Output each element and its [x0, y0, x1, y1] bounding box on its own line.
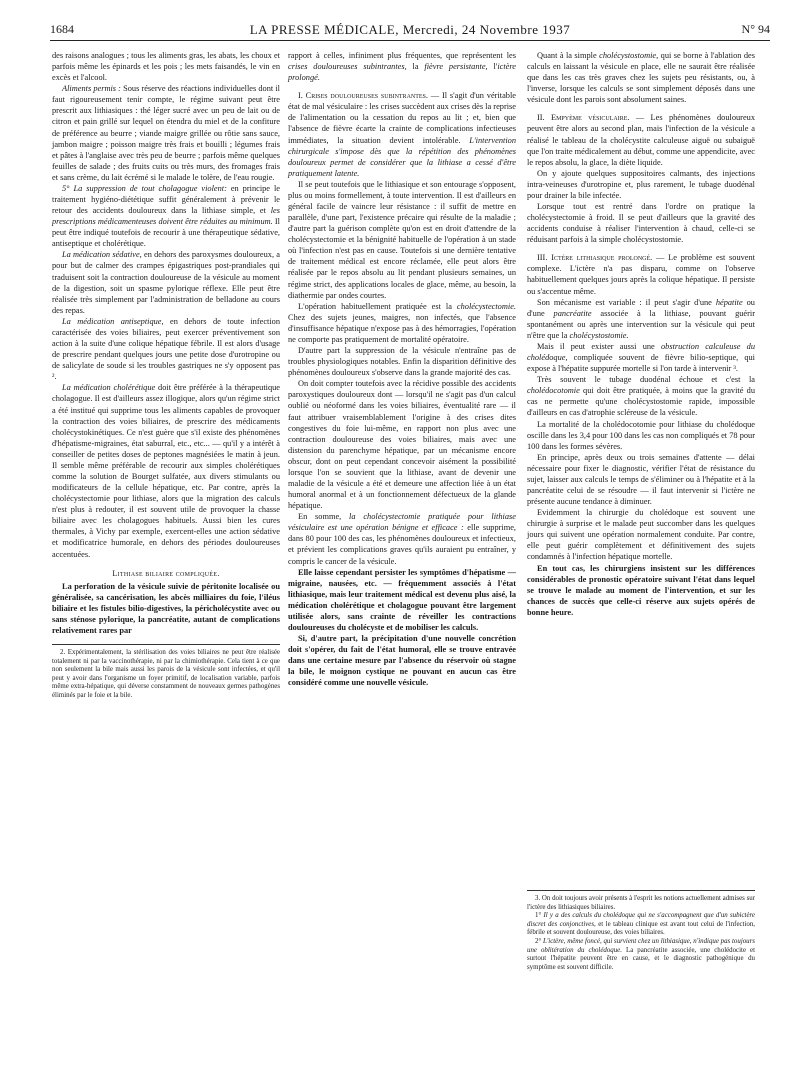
column-2 [288, 50, 516, 688]
paragraph [52, 83, 280, 183]
paragraph: Lorsque tout est rentré dans l'ordre on pratique la cholécystectomie à froid. Il se peut d'ailleurs que la gravité des accidents conduise à réaliser l'intervention à chaud, celle-ci se réduisant parfois à la simple cholécystostomie. [527, 202, 755, 245]
body-text: ou d'une [527, 297, 755, 318]
body-text: Chez des sujets jeunes, maigres, non infectés, que l'absence d'insuffisance hépatique n'expose pas à des hémorragies, l'opération ne comporte pas pratiquement de mortalité opératoire. [288, 312, 516, 344]
paragraph [527, 50, 755, 105]
emphasis-text: cholécystectomie. [456, 301, 516, 311]
body-text: qui doit être pratiquée, à moins que la gravité du cas ne permette qu'une cholécystostomie rapide, impossible d'ailleurs en cas d'atrophie scléreuse de la vésicule. [527, 386, 755, 418]
paragraph [52, 249, 280, 315]
lead-text: La médication sédative, [62, 250, 142, 260]
body-text: compliquée souvent de fièvre bilio-septique, qui expose à l'hépatite suppurée mortelle si l'on tarde à intervenir ³. [527, 353, 755, 374]
body-text: la [406, 62, 425, 72]
body-text: Quant à la simple [537, 51, 600, 60]
paragraph [288, 90, 516, 179]
body-text: qui se borne à l'ablation des calculs en laissant la vésicule en place, elle ne saurait être réalisée que dans les cas très graves chez les sujets peu résistants, ou, à l'inverse, lorsque les calculs se sont simplement déposés dans une vésicule dont les parois sont absolument saines. [527, 51, 755, 105]
paragraph: Il se peut toutefois que le lithiasique et son entourage s'opposent, plus ou moins formellement, à toute intervention. Il est d'ailleurs en général facile de vaincre leur résistance : il suffit de mettre en parallèle, d'une part, l'existence précaire qui résulte de la maladie ; d'autre part la guérison complète qu'on est en droit d'attendre de la cholécystectomie et la bénignité habituelle de l'opération à un stade où l'infection n'est pas en cause. Toutefois si une dernière tentative de traitement médical est encore réclamée, elle peut alors être réalisée par le repos absolu au lit pendant plusieurs semaines, un régime strict, des applications locales de glace, même, au besoin, la diathermie par ondes courtes. [288, 179, 516, 300]
emphasis-text: ictère prolongé. [288, 62, 516, 83]
footnote [52, 649, 280, 701]
body-text: Très souvent le tubage duodénal échoue et c'est la [537, 375, 755, 385]
section-heading: III. Ictère lithiasique prolongé. [537, 253, 653, 263]
emphasis-text: L'ictère, même foncé, qui survient chez un lithiasique, n'indique pas toujours une oblitération du cholédoque. [527, 937, 755, 954]
page-header [50, 22, 770, 41]
paragraph: En tout cas, les chirurgiens insistent sur les différences considérables de pronostic opératoire suivant l'état dans lequel se trouve le malade au moment de l'intervention, et sur les chances de succès que celle-ci réserve aux sujets opérés de bonne heure. [527, 563, 755, 617]
paragraph: Si, d'autre part, la précipitation d'une nouvelle concrétion doit s'opérer, du fait de l'état humoral, elle se trouve entravée dans une certaine mesure par l'absence du réservoir où stagne la bile, le moignon cystique ne pouvant en aucun cas être considéré comme une nouvelle vésicule. [288, 634, 516, 688]
emphasis-text: fièvre persistante, [424, 62, 488, 72]
section-heading: II. Empyème vésiculaire. [537, 113, 630, 123]
section-heading: Lithiase biliaire compliquée. [112, 568, 220, 578]
emphasis-text: hépatite [715, 297, 743, 307]
lead-text: La médication cholérétique [62, 383, 156, 393]
emphasis-text: cholécystostomie. [569, 330, 629, 340]
body-text: et le tableau clinique est avant tout celui de l'infection, fébrile et souvent douloureuse, des voies biliaires. [527, 920, 755, 937]
body-text: en dehors de toute infection caractérisée des voies biliaires, peut exercer préventivement son action à la suite d'une colique hépatique fébrile. Il est alors d'usage de prescrire pendant quelques jours une petite dose d'urotropine ou de salicylate de soude si les troubles gastriques ne s'y opposent pas ². [52, 316, 280, 382]
paragraph: des raisons analogues ; tous les aliments gras, les abats, les choux et parfois même les épinards et les pois ; les mets faisandés, le vin en excès et l'alcool. [52, 51, 280, 83]
emphasis-text: pancréatite [553, 308, 592, 318]
paragraph [288, 511, 516, 566]
paragraph: En principe, après deux ou trois semaines d'attente — délai nécessaire pour fixer le diagnostic, vérifier l'état de résistance du sujet, laisser aux calculs le temps de s'éliminer ou à l'hépatite et à la pancréatite celui de se résoudre — il faut intervenir si l'ictère ne présente aucune tendance à diminuer. [527, 452, 755, 507]
emphasis-text: obstruction calculeuse du cholédoque, [527, 341, 755, 363]
footnote-rule [52, 644, 280, 645]
footnote-text: 2. Expérimentalement, la stérilisation des voies biliaires ne peut être réalisée totalement ni par la vaccinothérapie, ni par la chimiothérapie. Cela tient à ce que non seulement la bile mais aussi les parois de la vésicule sont infectées, et qu'il peut y avoir dans l'organisme un foyer primitif, de localisation variable, parfois même extra-hépatique, qui déverse constamment de nouveaux germes pathogènes éliminés par le foie et la bile. [52, 649, 280, 700]
paragraph [288, 301, 516, 345]
body-text: Il peut être indiqué toutefois de recourir à une thérapeutique sédative, antiseptique et cholérétique. [52, 217, 281, 249]
emphasis-text: cholédocotomie [527, 386, 580, 396]
paragraph: D'autre part la suppression de la vésicule n'entraîne pas de troubles physiologiques notables. Enfin la disparition définitive des phénomènes douloureux s'observe dans la grande majorité des cas. [288, 346, 516, 378]
body-text: La pancréatite associée, une cholédocite et surtout l'hépatite peuvent être en cause, et le diagnostic pathogénique du symptôme est souvent difficile. [527, 946, 756, 971]
paragraph [52, 316, 280, 382]
body-text: — Il s'agit d'un véritable état de mal vésiculaire : les crises succèdent aux crises dès la reprise de l'alimentation ou la cessation du repos au lit ; et, bien que l'absence de fièvre écarte la crainte de complications infectieuses immédiates, la situation devient intolérable. [288, 91, 516, 145]
paragraph [288, 50, 516, 83]
footnote-number: 2° [535, 937, 543, 945]
lead-text: La médication antiseptique, [62, 316, 164, 326]
section-heading: I. Crises douloureuses subintrantes. [298, 91, 428, 101]
footnote-number: 1° [535, 912, 544, 920]
footnote-3 [527, 890, 755, 972]
emphasis-text: la cholécystectomie pratiquée pour lithiase vésiculaire est une opération bénigne et efficace : [288, 512, 516, 533]
body-text: doit être préférée à la thérapeutique cholagogue. Il est d'ailleurs assez illogique, alors qu'un régime strict a été institué qui supprime tous les aliments capables de provoquer la contraction des voies biliaires, de prescrire des médicaments cholécystokinétiques. Ce n'est guère que s'il existe des phénomènes d'hépatisme-migraines, état saburral, etc., etc... — qu'il y a intérêt à conseiller de petites doses de peptones magnésiées le matin à jeun. Il semble même préférable de recourir aux simples cholérétiques comme la solution de Bourget sulfatée, aux divers stimulants ou modificateurs de la cellule hépatique, etc. Par contre, après la cholécystectomie pour lithiase, alors que la migration des calculs n'est plus à redouter, il est souvent utile de provoquer la chasse biliaire avec les cholagogues habituels. Aussi bien les cures thermales, à Vichy par exemple, exercent-elles une action sédative et modificatrice humorale, en dehors des périodes douloureuses accentuées. [52, 383, 281, 559]
page-number: 1684 [50, 22, 74, 36]
paragraph: La mortalité de la cholédocotomie pour lithiase du cholédoque oscille dans les 3,4 pour 100 dans les cas non compliqués et 78 pour 100 dans les formes sévères. [527, 419, 755, 451]
footnote-text [527, 912, 755, 938]
paragraph [52, 382, 280, 559]
emphasis-text: Il y a des calculs du cholédoque qui ne s'accompagnent que d'un subictère discret des conjonctives, [527, 912, 755, 928]
paragraph: Evidemment la chirurgie du cholédoque est souvent une chirurgie à surprise et le malade peut succomber dans les quelques jours qui suivent une opération normalement conduite. Par contre, elle peut guérir complètement et définitivement des sujets condamnés à l'infection hépatique mortelle. [527, 508, 755, 562]
body-text: — Le problème est souvent complexe. L'ictère n'a pas disparu, comme on l'observe habituellement quelques jours après la colique hépatique. Il persiste ou s'accentue même. [527, 253, 756, 296]
body-text: L'opération habituellement pratiquée est la [298, 301, 457, 311]
column-1 [52, 50, 280, 701]
body-text: l' [487, 62, 498, 72]
body-text: Mais il peut exister aussi une [537, 341, 661, 351]
body-text: elle supprime, dans 80 pour 100 des cas, les phénomènes douloureux et infectieux, et prévient les complications graves qu'ils auraient pu entraîner, y compris le cancer de la vésicule. [288, 523, 517, 566]
paragraph [527, 112, 755, 167]
paragraph [527, 297, 755, 341]
body-text: rapport à celles, infiniment plus fréquentes, que représentent les [288, 51, 516, 60]
emphasis-text: crises douloureuses subintrantes, [288, 62, 407, 72]
paragraph: On doit compter toutefois avec la récidive possible des accidents paroxystiques douloureux dont — lorsqu'il ne s'agit pas d'un calcul oublié ou néoformé dans les voies biliaires, éventualité rare — il faut attribuer vraisemblablement l'origine à des crises dites congestives du foie lui-même, en rapport non plus avec une contraction douloureuse des voies biliaires, mais avec une distension du parenchyme hépatique, par un mécanisme encore obscur, dont on peut cependant concevoir aisément la possibilité lorsque l'on se souvient que la lithiase, avant de devenir une maladie de la vésicule a été et demeure une affection liée à un état humoral anormal et à un fonctionnement défectueux de la glande hépatique. [288, 379, 516, 511]
emphasis-text: cholécystostomie, [599, 51, 659, 60]
paragraph: Elle laisse cependant persister les symptômes d'hépatisme — migraine, nausées, etc. — fréquemment associés à l'état lithiasique, mais leur traitement médical est devenu plus aisé, la médication cholérétique et cholagogue pouvant être largement utilisée alors, sans crainte de réveiller les contractions douloureuses du cholécyste et de mobiliser les calculs. [288, 567, 516, 632]
body-text: Sous réserve des réactions individuelles dont il faut rigoureusement tenir compte, le régime suivant peut être prescrit aux lithiasiques : thé léger sucré avec un peu de lait ou de citron et pain grillé sur lequel on étendra du miel et de la confiture de préférence au beurre ; viande maigre grillée ou rôtie sans sauce, jambon maigre ; poisson maigre très frais et bouilli ; légumes frais et pâtes à l'anglaise avec très peu de beurre ; parfois même quelques feuilles de salade ; des fruits cuits ou très murs, des fromages frais et sans crème, du lait écrémé si le malade le tolère, de l'eau rougie. [52, 84, 280, 182]
body-text: associée à la lithiase, pouvant guérir spontanément ou après une intervention sur la vésicule qui peut n'être que la [527, 308, 755, 340]
body-text: en principe le traitement hygiéno-diététique suffit généralement à prévenir le retour des accidents douloureux dans la lithiase simple, et [52, 183, 280, 216]
paragraph: La perforation de la vésicule suivie de péritonite localisée ou généralisée, sa cancérisation, les abcès milliaires du foie, l'iléus biliaire et les fistules bilio-digestives, la péricholécystite avec ou sans sténose pylorique, la pancréatite, autant de complications relativement rares par [52, 581, 280, 635]
column-3 [527, 50, 755, 618]
paragraph: On y ajoute quelques suppositoires calmants, des injections intra-veineuses d'urotropine et, plus rarement, le tubage duodénal pour drainer la bile infectée. [527, 168, 755, 200]
body-text: en dehors des paroxysmes douloureux, a pour but de calmer des crampes épigastriques post-prandiales qui traduisent soit la contraction douloureuse de la vésicule au moment de la digestion, soit un spasme pylorique réflexe. Elle peut être réalisée très simplement par l'administration de belladone au cours des repas. [52, 250, 280, 315]
emphasis-text: les prescriptions médicamenteuses doivent être réduites au minimum. [52, 206, 280, 227]
paragraph [527, 374, 755, 418]
body-text: En somme, [298, 512, 350, 522]
footnote-text [527, 938, 755, 972]
footnote-text: 3. On doit toujours avoir présents à l'esprit les notions actuellement admises sur l'ictère des lithiasiques biliaires. [527, 895, 755, 911]
paragraph [527, 341, 755, 374]
paragraph [52, 183, 280, 249]
emphasis-text: L'intervention chirurgicale s'impose dès que la répétition des phénomènes douloureux permet de considérer que la lithiase a cessé d'être pratiquement latente. [288, 135, 516, 178]
paragraph [527, 252, 755, 296]
lead-text: 5° La suppression de tout cholagogue violent: [62, 183, 227, 193]
lead-text: Aliments permis : [62, 84, 121, 94]
journal-title: LA PRESSE MÉDICALE, Mercredi, 24 Novembre 1937 [249, 22, 571, 37]
issue-number: N° 94 [741, 22, 770, 36]
body-text: — Les phénomènes douloureux peuvent être alors au second plan, mais l'infection de la vésicule a réalisé le tableau de la cholécystite calculeuse aiguë ou subaiguë que l'on traite médicalement au début, comme une appendicite, avec le repos absolu, la glace, la diète liquide. [527, 113, 755, 167]
body-text: Son mécanisme est variable : il peut s'agir d'une [537, 297, 716, 307]
